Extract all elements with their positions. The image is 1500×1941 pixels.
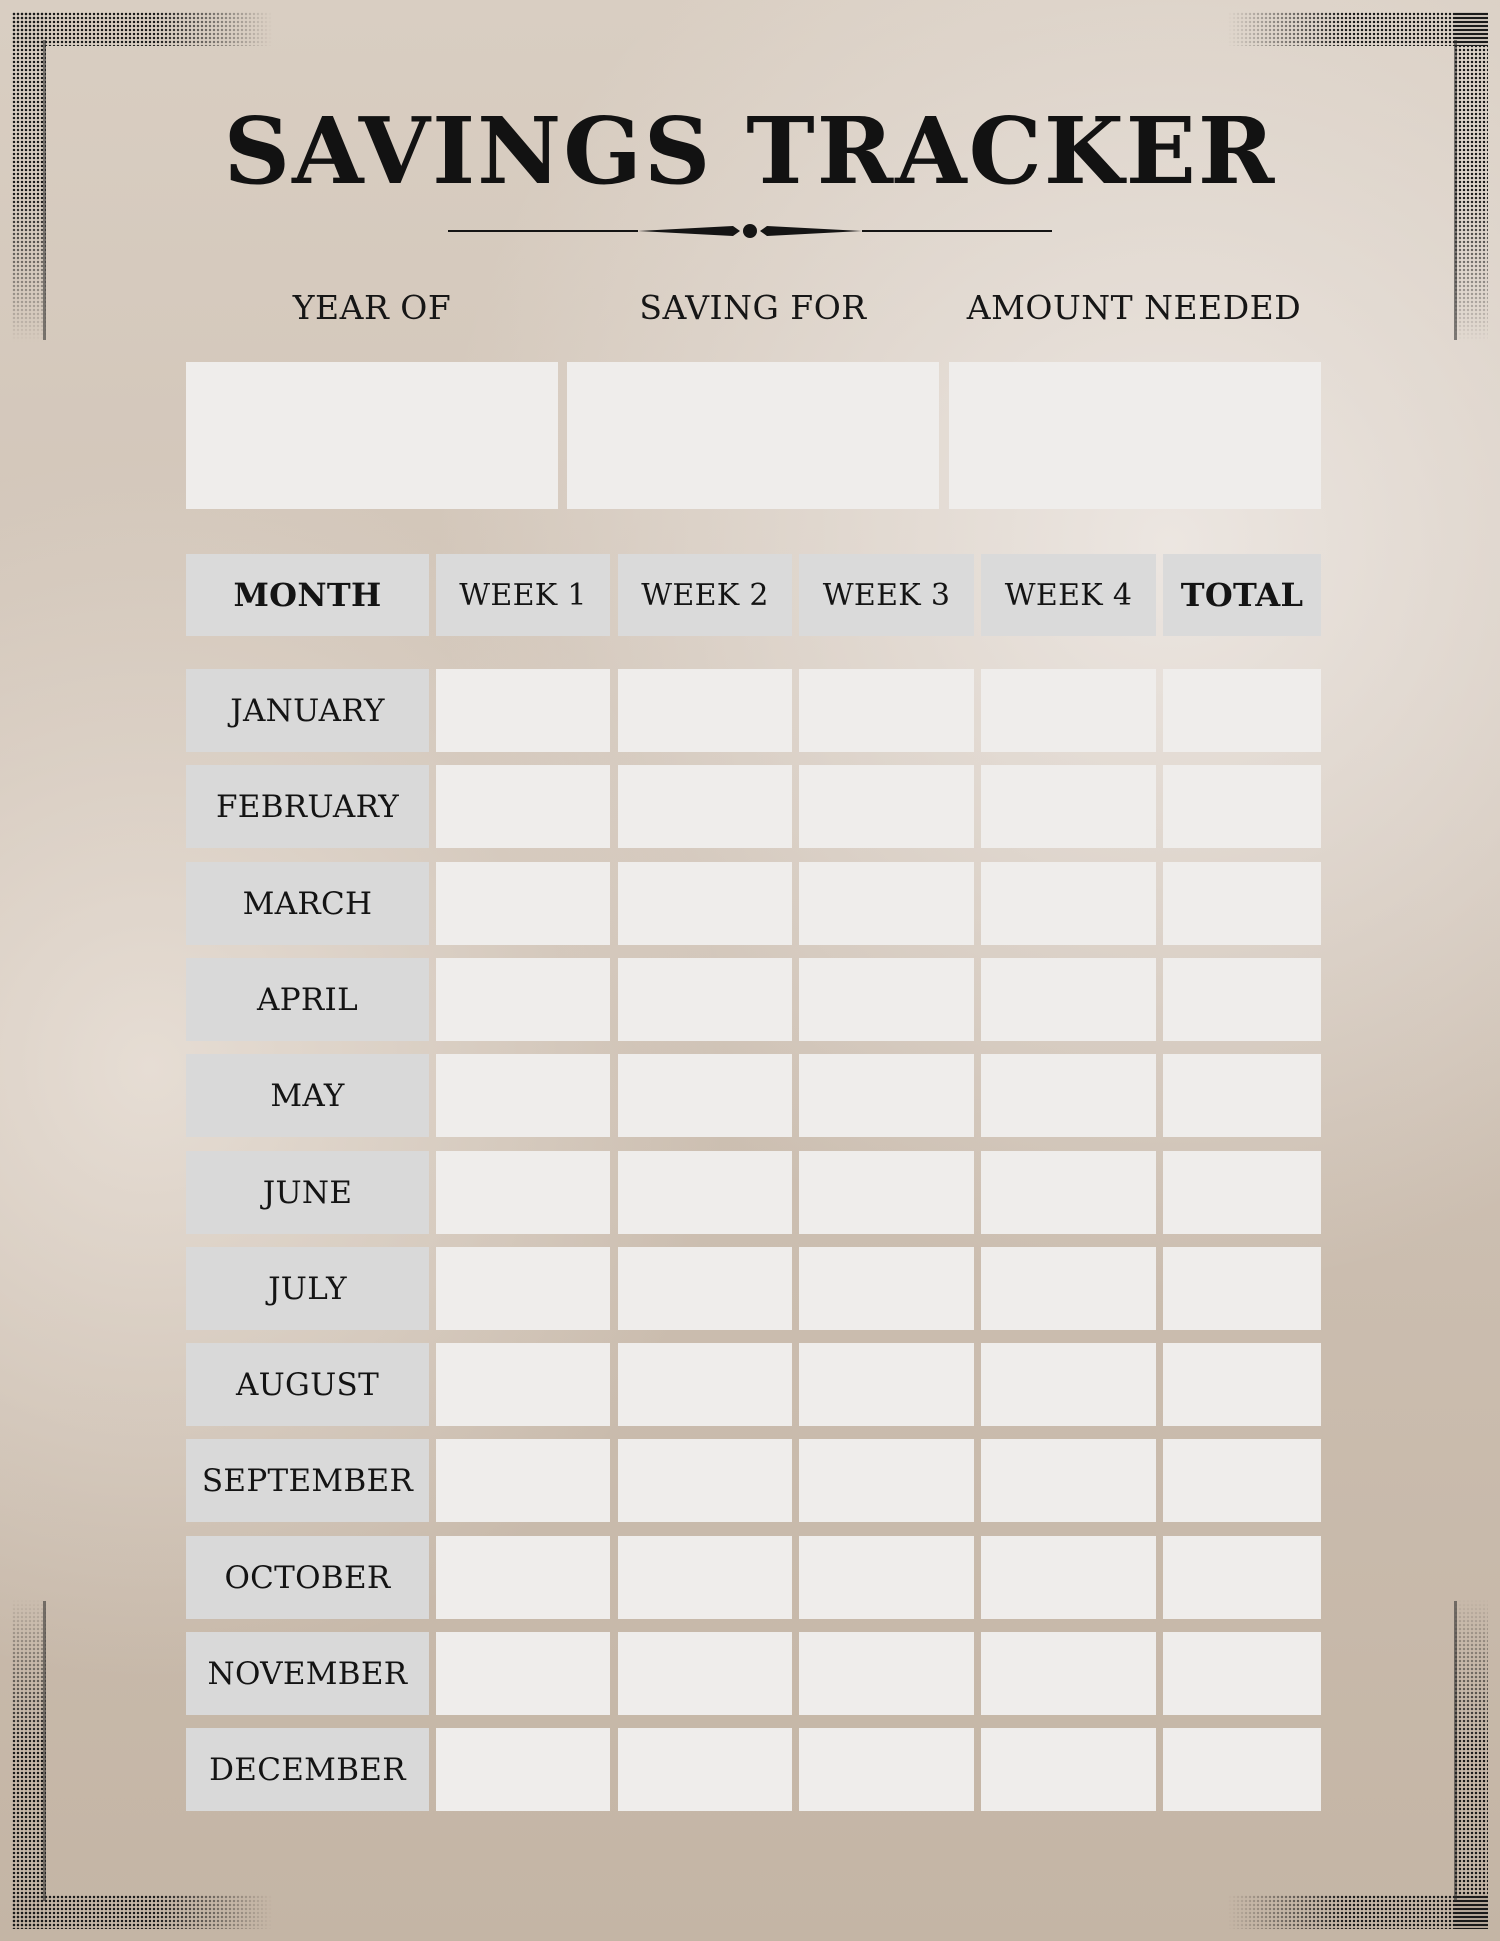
total-entry-cell[interactable]: [1163, 1632, 1321, 1715]
month-label: APRIL: [186, 958, 429, 1041]
week-2-entry-cell[interactable]: [618, 1728, 792, 1811]
total-entry-cell[interactable]: [1163, 1728, 1321, 1811]
week-3-entry-cell[interactable]: [799, 1632, 974, 1715]
week-2-entry-cell[interactable]: [618, 1247, 792, 1330]
week-4-entry-cell[interactable]: [981, 765, 1156, 848]
week-4-entry-cell[interactable]: [981, 1439, 1156, 1522]
week-1-entry-cell[interactable]: [436, 1728, 610, 1811]
week-3-entry-cell[interactable]: [799, 1728, 974, 1811]
week-4-entry-cell[interactable]: [981, 1343, 1156, 1426]
week-4-entry-cell[interactable]: [981, 1247, 1156, 1330]
week-4-entry-cell[interactable]: [981, 669, 1156, 752]
week-2-entry-cell[interactable]: [618, 669, 792, 752]
total-entry-cell[interactable]: [1163, 1247, 1321, 1330]
week-1-entry-cell[interactable]: [436, 1054, 610, 1137]
ornament-divider-icon: [448, 220, 1052, 242]
week-1-entry-cell[interactable]: [436, 1247, 610, 1330]
week-2-entry-cell[interactable]: [618, 958, 792, 1041]
frame-line-left-bottom: [43, 1601, 46, 1901]
total-entry-cell[interactable]: [1163, 862, 1321, 945]
month-label: FEBRUARY: [186, 765, 429, 848]
total-entry-cell[interactable]: [1163, 1054, 1321, 1137]
column-header-week-1: WEEK 1: [436, 554, 610, 636]
week-1-entry-cell[interactable]: [436, 862, 610, 945]
column-header-week-3: WEEK 3: [799, 554, 974, 636]
month-label: SEPTEMBER: [186, 1439, 429, 1522]
total-entry-cell[interactable]: [1163, 1439, 1321, 1522]
page-title: SAVINGS TRACKER: [223, 97, 1277, 205]
month-label: JANUARY: [186, 669, 429, 752]
column-header-month: MONTH: [186, 554, 429, 636]
total-entry-cell[interactable]: [1163, 765, 1321, 848]
month-label: JULY: [186, 1247, 429, 1330]
week-3-entry-cell[interactable]: [799, 1247, 974, 1330]
column-header-total: TOTAL: [1163, 554, 1321, 636]
week-1-entry-cell[interactable]: [436, 1536, 610, 1619]
week-2-entry-cell[interactable]: [618, 1439, 792, 1522]
month-label: MAY: [186, 1054, 429, 1137]
total-entry-cell[interactable]: [1163, 669, 1321, 752]
week-4-entry-cell[interactable]: [981, 958, 1156, 1041]
week-2-entry-cell[interactable]: [618, 1343, 792, 1426]
month-label: DECEMBER: [186, 1728, 429, 1811]
week-2-entry-cell[interactable]: [618, 1632, 792, 1715]
week-1-entry-cell[interactable]: [436, 1439, 610, 1522]
week-4-entry-cell[interactable]: [981, 1054, 1156, 1137]
week-2-entry-cell[interactable]: [618, 1151, 792, 1234]
week-3-entry-cell[interactable]: [799, 1343, 974, 1426]
frame-line-right-bottom: [1454, 1601, 1457, 1901]
month-label: MARCH: [186, 862, 429, 945]
column-header-week-2: WEEK 2: [618, 554, 792, 636]
week-3-entry-cell[interactable]: [799, 862, 974, 945]
week-3-entry-cell[interactable]: [799, 958, 974, 1041]
total-entry-cell[interactable]: [1163, 958, 1321, 1041]
week-1-entry-cell[interactable]: [436, 765, 610, 848]
week-1-entry-cell[interactable]: [436, 958, 610, 1041]
week-1-entry-cell[interactable]: [436, 1343, 610, 1426]
week-3-entry-cell[interactable]: [799, 1054, 974, 1137]
total-entry-cell[interactable]: [1163, 1343, 1321, 1426]
week-1-entry-cell[interactable]: [436, 669, 610, 752]
week-4-entry-cell[interactable]: [981, 1536, 1156, 1619]
week-4-entry-cell[interactable]: [981, 1728, 1156, 1811]
week-2-entry-cell[interactable]: [618, 1536, 792, 1619]
week-3-entry-cell[interactable]: [799, 669, 974, 752]
month-label: OCTOBER: [186, 1536, 429, 1619]
week-2-entry-cell[interactable]: [618, 1054, 792, 1137]
info-label-amount-needed: AMOUNT NEEDED: [966, 288, 1302, 327]
week-3-entry-cell[interactable]: [799, 1536, 974, 1619]
month-label: JUNE: [186, 1151, 429, 1234]
week-3-entry-cell[interactable]: [799, 765, 974, 848]
week-1-entry-cell[interactable]: [436, 1632, 610, 1715]
total-entry-cell[interactable]: [1163, 1151, 1321, 1234]
month-label: AUGUST: [186, 1343, 429, 1426]
week-2-entry-cell[interactable]: [618, 765, 792, 848]
saving-for-field[interactable]: [567, 362, 939, 509]
month-label: NOVEMBER: [186, 1632, 429, 1715]
week-4-entry-cell[interactable]: [981, 1632, 1156, 1715]
info-label-year: YEAR OF: [292, 288, 452, 327]
week-2-entry-cell[interactable]: [618, 862, 792, 945]
week-4-entry-cell[interactable]: [981, 1151, 1156, 1234]
week-4-entry-cell[interactable]: [981, 862, 1156, 945]
total-entry-cell[interactable]: [1163, 1536, 1321, 1619]
week-3-entry-cell[interactable]: [799, 1151, 974, 1234]
week-1-entry-cell[interactable]: [436, 1151, 610, 1234]
amount-needed-field[interactable]: [949, 362, 1321, 509]
info-label-saving-for: SAVING FOR: [639, 288, 867, 327]
week-3-entry-cell[interactable]: [799, 1439, 974, 1522]
column-header-week-4: WEEK 4: [981, 554, 1156, 636]
year-of-field[interactable]: [186, 362, 558, 509]
